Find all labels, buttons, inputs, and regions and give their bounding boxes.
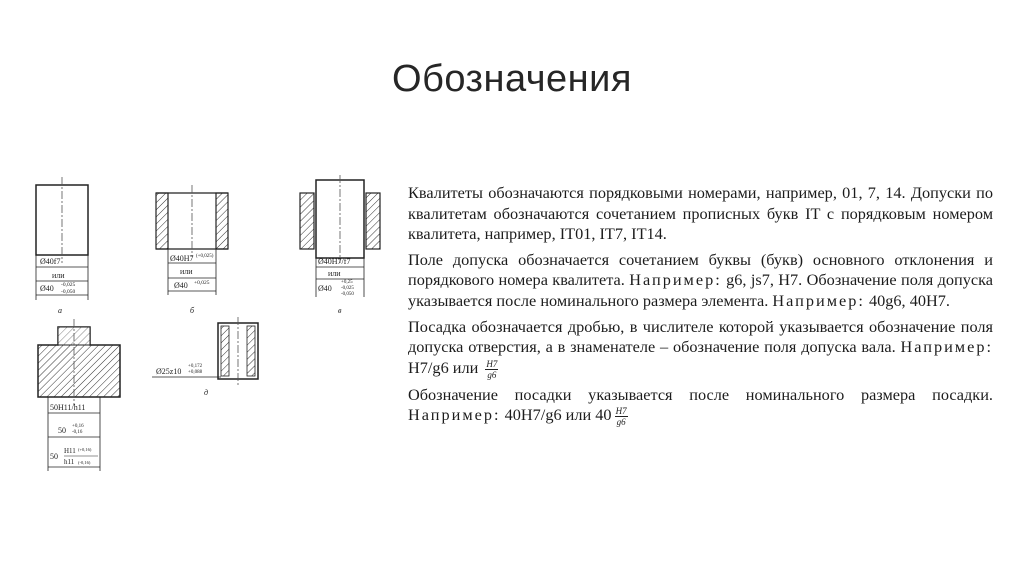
drawing-d-dev-up: +0,172 <box>188 364 203 369</box>
tolerance-designation-sentence: Обозначение поля допуска указывается после номинального размера элемента. <box>408 270 993 310</box>
drawing-g-frac-den-sup: (-0,16) <box>78 460 91 465</box>
drawing-b-dim-main-sup: (+0,025) <box>196 254 214 259</box>
paragraph-qualities <box>408 183 993 245</box>
drawing-c-shaft-up: -0,025 <box>341 286 354 291</box>
qualities-sentence: Квалитеты обозначаются порядковыми номерами, например, 01, 7, 14. <box>408 183 906 202</box>
drawing-a-letter: а <box>58 306 62 315</box>
fit-designation-sentence: Обозначение посадки указывается после номинального размера посадки. <box>408 384 993 404</box>
tolerances-sentence: Допуски по квалитетам обозначаются сочетанием прописных букв IT с порядковым номером квалитета, например, IT01, IT7, IT14. <box>408 183 993 244</box>
drawing-a-dev-up: -0,025 <box>61 282 76 288</box>
drawing-d-bushing <box>152 317 258 397</box>
drawing-b-dim-main: Ø40H7 <box>170 254 194 263</box>
drawing-c-letter: в <box>338 306 342 315</box>
drawing-a-dev-lo: -0,050 <box>61 289 76 295</box>
technical-drawing <box>28 175 388 485</box>
example-value: g6, js7, H7. <box>726 270 803 290</box>
fit-sentence: Посадка обозначается дробью, в числителе которой указывается обозначение поля допуска отверстия, а в знаменателе – обозначение поля допуска вала. <box>408 316 993 357</box>
drawing-c-dim-main: Ø40H7/f7 <box>318 257 351 266</box>
drawing-b-dev-up: +0,025 <box>194 280 210 286</box>
drawing-g-dev-up: +0,16 <box>72 424 84 429</box>
drawing-c-or: или <box>328 269 341 278</box>
example-label: Например: <box>900 337 993 357</box>
drawing-g-dim-alt: 50 <box>58 426 66 435</box>
example-label: Например: <box>772 290 865 310</box>
drawing-c-shaft-lo: -0,050 <box>341 292 354 297</box>
drawing-b-letter: б <box>190 306 195 315</box>
drawing-d-letter: д <box>204 388 209 397</box>
drawing-g-assembly <box>38 319 120 471</box>
drawing-g-frac-den: h11 <box>64 458 75 466</box>
example-label: Например: <box>408 405 501 425</box>
fit-fraction: $\frac{H7}{g6}$ <box>486 358 498 380</box>
drawing-g-frac-num-sup: (+0,16) <box>78 447 92 452</box>
drawing-c-hole-up: +0,25 <box>341 280 353 285</box>
drawing-a-shaft <box>36 177 88 315</box>
slide-title: Обозначения <box>392 58 632 100</box>
body-text <box>408 183 993 432</box>
drawing-g-dev-lo: -0,16 <box>72 430 83 435</box>
drawing-a-dim-alt: Ø40 <box>40 284 54 293</box>
drawing-a-or: или <box>52 271 65 280</box>
drawing-b-hole <box>156 185 228 315</box>
drawing-d-dev-lo: +0,088 <box>188 370 203 375</box>
example-value: H7/g6 или <box>408 357 479 377</box>
drawing-c-dim-alt: Ø40 <box>318 284 332 293</box>
example-label: Например: <box>629 270 722 290</box>
example-value: 40H7/g6 или 40 <box>504 405 612 425</box>
drawing-b-dim-alt: Ø40 <box>174 281 188 290</box>
paragraph-fit-designation <box>408 385 993 427</box>
drawing-g-frac-num: H11 <box>64 447 76 455</box>
drawing-g-fit: 50H11/h11 <box>50 403 86 412</box>
drawing-g-frac-prefix: 50 <box>50 452 58 461</box>
paragraph-tolerance-field <box>408 250 993 312</box>
tolerance-field-sentence: Поле допуска обозначается сочетанием буквы (букв) основного отклонения и порядкового номера квалитета. <box>408 249 993 290</box>
fit-fraction: $\frac{H7}{g6}$ <box>615 405 627 427</box>
drawing-a-dim-main: Ø40f7 <box>40 257 61 266</box>
drawing-c-fit <box>300 175 380 315</box>
paragraph-fit <box>408 317 993 380</box>
drawing-d-label: Ø25z10 <box>156 367 182 376</box>
example-value: 40g6, 40H7. <box>868 290 950 310</box>
drawing-b-or: или <box>180 267 193 276</box>
